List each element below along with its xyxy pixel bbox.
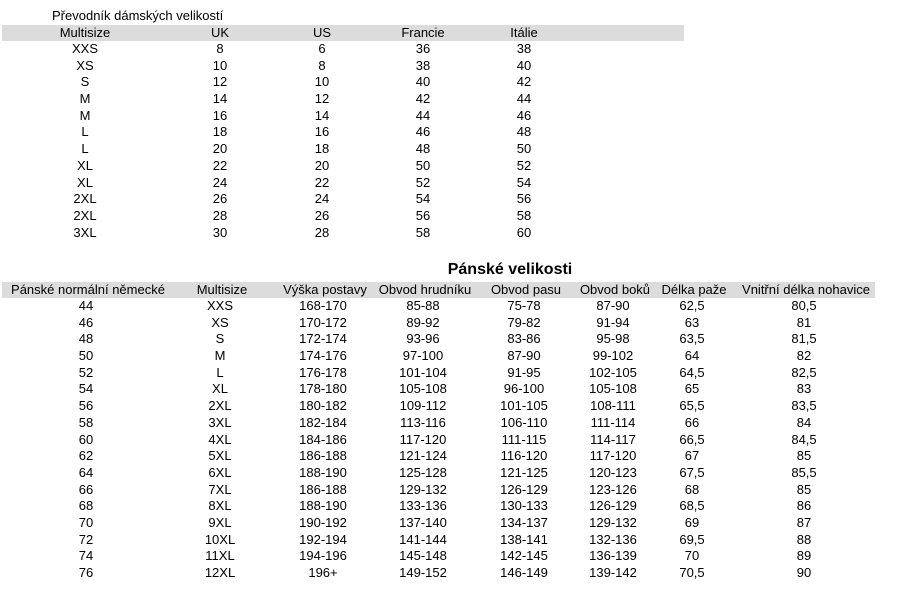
table-cell: 9XL xyxy=(208,514,232,530)
women-header-italie: Itálie xyxy=(510,25,538,40)
table-cell: 90 xyxy=(796,565,812,580)
table-cell: 141-144 xyxy=(399,531,447,547)
table-row xyxy=(0,41,690,58)
table-cell: 76 xyxy=(78,565,94,580)
table-cell: 89 xyxy=(796,548,812,564)
table-row xyxy=(0,175,690,192)
table-cell: 16 xyxy=(212,107,228,123)
table-cell: 83,5 xyxy=(791,398,817,414)
table-cell: 86 xyxy=(796,498,812,514)
table-cell: 83-86 xyxy=(507,331,541,347)
table-row xyxy=(0,298,880,315)
table-cell: 12 xyxy=(314,91,330,107)
table-cell: XXS xyxy=(71,41,98,56)
table-cell: 134-137 xyxy=(500,514,548,530)
table-cell: 101-104 xyxy=(399,364,447,380)
table-row xyxy=(0,208,690,225)
table-cell: 12XL xyxy=(204,565,236,580)
table-cell: 102-105 xyxy=(589,364,637,380)
table-cell: 137-140 xyxy=(399,514,447,530)
table-cell: 8 xyxy=(318,57,326,73)
table-cell: 68 xyxy=(78,498,94,514)
table-cell: 70 xyxy=(78,514,94,530)
table-cell: 58 xyxy=(516,207,532,223)
men-header-inseam: Vnitřní délka nohavice xyxy=(742,282,870,297)
table-cell: 64 xyxy=(78,464,94,480)
table-cell: 69,5 xyxy=(679,531,705,547)
table-cell: 129-132 xyxy=(399,481,447,497)
table-cell: 117-120 xyxy=(399,431,447,447)
table-cell: 180-182 xyxy=(299,398,347,414)
table-cell: 74 xyxy=(78,548,94,564)
table-row xyxy=(0,158,690,175)
table-cell: 114-117 xyxy=(590,431,636,447)
table-cell: 54 xyxy=(78,381,94,397)
table-cell: 20 xyxy=(314,157,330,173)
table-cell: 105-108 xyxy=(589,381,637,397)
table-cell: 16 xyxy=(314,124,330,140)
table-row xyxy=(0,565,880,582)
table-cell: 96-100 xyxy=(503,381,545,397)
table-cell: 46 xyxy=(78,314,94,330)
table-cell: 142-145 xyxy=(500,548,548,564)
table-cell: 8 xyxy=(216,41,224,56)
table-cell: 174-176 xyxy=(299,348,347,364)
table-cell: 10 xyxy=(212,57,228,73)
table-cell: 44 xyxy=(78,298,94,313)
table-row xyxy=(0,331,880,348)
table-cell: 66 xyxy=(78,481,94,497)
table-cell: 54 xyxy=(516,174,532,190)
table-cell: 38 xyxy=(516,41,532,56)
table-cell: 111-115 xyxy=(501,431,547,447)
women-header-multisize: Multisize xyxy=(59,25,111,40)
table-row xyxy=(0,432,880,449)
table-cell: 10XL xyxy=(204,531,236,547)
table-cell: 93-96 xyxy=(406,331,440,347)
men-header-hips: Obvod boků xyxy=(579,282,651,297)
table-cell: 126-129 xyxy=(589,498,637,514)
men-header-waist: Obvod pasu xyxy=(490,282,562,297)
men-table-body xyxy=(0,298,880,582)
table-cell: 6 xyxy=(318,41,326,56)
table-cell: 48 xyxy=(78,331,94,347)
table-cell: 56 xyxy=(516,191,532,207)
table-row xyxy=(0,108,690,125)
table-cell: 50 xyxy=(516,141,532,157)
table-row xyxy=(0,415,880,432)
table-cell: 120-123 xyxy=(589,464,637,480)
table-cell: 3XL xyxy=(208,414,232,430)
table-cell: 123-126 xyxy=(589,481,637,497)
table-cell: 170-172 xyxy=(299,314,347,330)
women-header-us: US xyxy=(312,25,332,40)
table-cell: 63,5 xyxy=(679,331,705,347)
table-cell: 136-139 xyxy=(589,548,637,564)
table-cell: 12 xyxy=(212,74,228,90)
table-row xyxy=(0,315,880,332)
table-cell: 2XL xyxy=(208,398,232,414)
table-cell: 121-124 xyxy=(399,448,447,464)
table-cell: 188-190 xyxy=(299,498,347,514)
table-cell: 113-116 xyxy=(400,414,446,430)
table-cell: 68,5 xyxy=(679,498,705,514)
men-header-chest: Obvod hrudníku xyxy=(378,282,472,297)
table-cell: 14 xyxy=(314,107,330,123)
table-cell: 81 xyxy=(796,314,812,330)
table-cell: 130-133 xyxy=(500,498,548,514)
table-cell: 194-196 xyxy=(299,548,347,564)
table-cell: 46 xyxy=(516,107,532,123)
table-cell: 138-141 xyxy=(500,531,548,547)
table-cell: 10 xyxy=(314,74,330,90)
table-cell: 67,5 xyxy=(679,464,705,480)
table-cell: 146-149 xyxy=(500,565,548,580)
table-cell: 60 xyxy=(516,224,532,240)
table-cell: 81,5 xyxy=(791,331,817,347)
table-cell: 91-95 xyxy=(507,364,541,380)
table-cell: XS xyxy=(211,314,229,330)
table-cell: 2XL xyxy=(73,191,97,207)
table-cell: 63 xyxy=(684,314,700,330)
table-cell: 42 xyxy=(415,91,431,107)
table-row xyxy=(0,532,880,549)
table-cell: 84 xyxy=(796,414,812,430)
table-cell: L xyxy=(81,141,89,157)
table-cell: 44 xyxy=(516,91,532,107)
table-cell: 184-186 xyxy=(299,431,347,447)
table-cell: 58 xyxy=(415,224,431,240)
table-cell: 67 xyxy=(684,448,700,464)
table-cell: 121-125 xyxy=(500,464,548,480)
table-cell: 139-142 xyxy=(589,565,637,580)
table-row xyxy=(0,548,880,565)
table-cell: L xyxy=(216,364,224,380)
table-row xyxy=(0,141,690,158)
table-cell: 65 xyxy=(684,381,700,397)
table-cell: 50 xyxy=(78,348,94,364)
table-cell: 132-136 xyxy=(589,531,637,547)
table-cell: 176-178 xyxy=(299,364,347,380)
table-cell: 83 xyxy=(796,381,812,397)
table-cell: 60 xyxy=(78,431,94,447)
table-cell: 101-105 xyxy=(500,398,548,414)
table-cell: S xyxy=(215,331,225,347)
table-cell: 82 xyxy=(796,348,812,364)
table-cell: 3XL xyxy=(73,224,97,240)
table-cell: 26 xyxy=(314,207,330,223)
table-cell: 186-188 xyxy=(299,448,347,464)
table-cell: 28 xyxy=(212,207,228,223)
table-cell: 2XL xyxy=(73,207,97,223)
table-cell: 91-94 xyxy=(596,314,630,330)
table-cell: 149-152 xyxy=(399,565,447,580)
table-cell: 7XL xyxy=(208,481,232,497)
table-cell: 44 xyxy=(415,107,431,123)
table-cell: 30 xyxy=(212,224,228,240)
table-cell: 190-192 xyxy=(299,514,347,530)
table-cell: 85 xyxy=(796,448,812,464)
table-cell: 108-111 xyxy=(590,398,636,414)
table-cell: 87-90 xyxy=(507,348,541,364)
table-row xyxy=(0,124,690,141)
men-table-header xyxy=(2,282,875,298)
table-cell: 24 xyxy=(212,174,228,190)
table-row xyxy=(0,225,690,242)
table-cell: 18 xyxy=(212,124,228,140)
table-cell: M xyxy=(79,91,91,107)
table-row xyxy=(0,191,690,208)
table-cell: 24 xyxy=(314,191,330,207)
table-cell: 95-98 xyxy=(596,331,630,347)
women-table-title: Převodník dámských velikostí xyxy=(52,8,224,23)
women-table-header xyxy=(2,25,684,41)
table-cell: S xyxy=(80,74,90,90)
table-cell: 196+ xyxy=(308,565,338,580)
table-cell: 38 xyxy=(415,57,431,73)
table-cell: 14 xyxy=(212,91,228,107)
table-cell: 80,5 xyxy=(791,298,817,313)
table-row xyxy=(0,381,880,398)
table-cell: 182-184 xyxy=(299,414,347,430)
table-row xyxy=(0,365,880,382)
table-cell: 50 xyxy=(415,157,431,173)
table-cell: 20 xyxy=(212,141,228,157)
men-header-height: Výška postavy xyxy=(283,282,367,297)
table-cell: 106-110 xyxy=(500,414,548,430)
table-cell: L xyxy=(81,124,89,140)
table-cell: 11XL xyxy=(205,548,235,564)
table-cell: 85-88 xyxy=(406,298,440,313)
table-cell: 66,5 xyxy=(679,431,705,447)
table-row xyxy=(0,515,880,532)
table-cell: 168-170 xyxy=(299,298,347,313)
table-cell: 133-136 xyxy=(399,498,447,514)
table-row xyxy=(0,398,880,415)
table-cell: 52 xyxy=(415,174,431,190)
table-row xyxy=(0,74,690,91)
table-cell: XXS xyxy=(206,298,233,313)
table-cell: 62,5 xyxy=(679,298,705,313)
table-row xyxy=(0,58,690,75)
table-cell: 111-114 xyxy=(590,414,636,430)
table-cell: 40 xyxy=(516,57,532,73)
table-row xyxy=(0,448,880,465)
table-cell: 85,5 xyxy=(791,464,817,480)
table-cell: 52 xyxy=(78,364,94,380)
table-cell: 64 xyxy=(684,348,700,364)
table-cell: 56 xyxy=(78,398,94,414)
table-cell: 48 xyxy=(516,124,532,140)
table-cell: 62 xyxy=(78,448,94,464)
table-cell: XL xyxy=(77,157,93,173)
table-cell: M xyxy=(79,107,91,123)
men-header-german-size: Pánské normální německé xyxy=(11,282,165,297)
table-cell: 40 xyxy=(415,74,431,90)
table-cell: 68 xyxy=(684,481,700,497)
table-cell: 88 xyxy=(796,531,812,547)
men-header-multisize: Multisize xyxy=(196,282,248,297)
table-cell: 188-190 xyxy=(299,464,347,480)
table-cell: 28 xyxy=(314,224,330,240)
table-cell: 172-174 xyxy=(299,331,347,347)
table-row xyxy=(0,465,880,482)
table-cell: 97-100 xyxy=(402,348,444,364)
table-cell: 87 xyxy=(796,514,812,530)
table-cell: 75-78 xyxy=(507,298,541,313)
table-cell: 89-92 xyxy=(406,314,440,330)
table-cell: 65,5 xyxy=(679,398,705,414)
table-cell: 99-102 xyxy=(592,348,634,364)
table-cell: 22 xyxy=(314,174,330,190)
table-cell: 54 xyxy=(415,191,431,207)
table-cell: 72 xyxy=(78,531,94,547)
table-cell: 6XL xyxy=(208,464,232,480)
table-row xyxy=(0,498,880,515)
table-cell: 105-108 xyxy=(399,381,447,397)
table-cell: 42 xyxy=(516,74,532,90)
table-cell: 192-194 xyxy=(299,531,347,547)
table-cell: 126-129 xyxy=(500,481,548,497)
table-cell: XL xyxy=(77,174,93,190)
table-cell: 70,5 xyxy=(679,565,705,580)
table-cell: 58 xyxy=(78,414,94,430)
table-cell: 70 xyxy=(684,548,700,564)
table-cell: 8XL xyxy=(208,498,232,514)
table-cell: 125-128 xyxy=(399,464,447,480)
women-header-francie: Francie xyxy=(401,25,445,40)
table-cell: 116-120 xyxy=(500,448,548,464)
table-cell: XL xyxy=(212,381,228,397)
table-cell: 5XL xyxy=(208,448,232,464)
men-table-title: Pánské velikosti xyxy=(447,261,573,278)
table-row xyxy=(0,91,690,108)
table-cell: 117-120 xyxy=(589,448,637,464)
table-cell: XS xyxy=(76,57,94,73)
women-header-uk: UK xyxy=(210,25,230,40)
table-cell: 186-188 xyxy=(299,481,347,497)
table-cell: 109-112 xyxy=(399,398,447,414)
table-cell: 4XL xyxy=(208,431,232,447)
table-cell: 85 xyxy=(796,481,812,497)
table-cell: 56 xyxy=(415,207,431,223)
table-cell: 64,5 xyxy=(679,364,705,380)
table-cell: M xyxy=(214,348,226,364)
table-cell: 82,5 xyxy=(791,364,817,380)
table-cell: 48 xyxy=(415,141,431,157)
men-header-arm-length: Délka paže xyxy=(661,282,727,297)
table-cell: 52 xyxy=(516,157,532,173)
table-cell: 145-148 xyxy=(399,548,447,564)
table-cell: 87-90 xyxy=(596,298,630,313)
table-cell: 84,5 xyxy=(791,431,817,447)
table-cell: 18 xyxy=(314,141,330,157)
table-row xyxy=(0,348,880,365)
table-cell: 46 xyxy=(415,124,431,140)
table-cell: 26 xyxy=(212,191,228,207)
table-cell: 79-82 xyxy=(507,314,541,330)
table-cell: 69 xyxy=(684,514,700,530)
table-row xyxy=(0,482,880,499)
table-cell: 66 xyxy=(684,414,700,430)
table-cell: 178-180 xyxy=(299,381,347,397)
table-cell: 129-132 xyxy=(589,514,637,530)
table-cell: 36 xyxy=(415,41,431,56)
table-cell: 22 xyxy=(212,157,228,173)
women-table-body xyxy=(0,41,690,241)
